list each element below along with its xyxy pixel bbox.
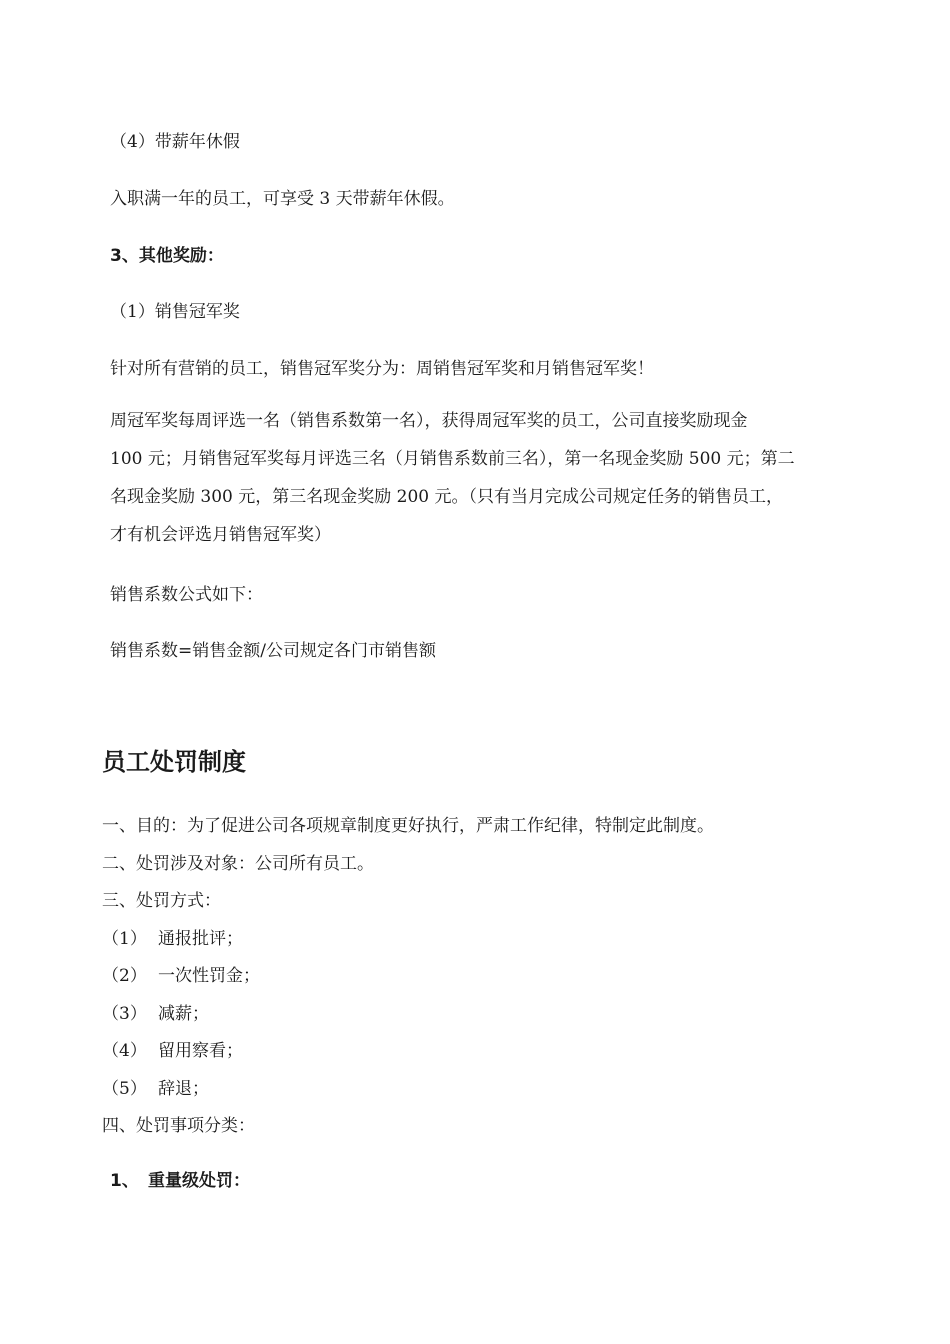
method-text: 一次性罚金； — [158, 966, 260, 986]
method-item — [102, 1033, 714, 1071]
heavy-label: 重量级处罚： — [148, 1171, 250, 1191]
punishment-title: 员工处罚制度 — [102, 748, 246, 776]
leave-item-title: （4）带薪年休假 — [110, 132, 240, 152]
purpose-line: 一、目的：为了促进公司各项规章制度更好执行，严肃工作纪律，特制定此制度。 — [102, 816, 714, 836]
formula-label: 销售系数公式如下： — [110, 585, 263, 605]
method-number: （5） — [102, 1078, 147, 1099]
detail-line: 名现金奖励 300 元，第三名现金奖励 200 元。（只有当月完成公司规定任务的销售员工， — [110, 487, 784, 507]
method-item — [102, 921, 714, 959]
sales-champion-detail — [110, 402, 840, 554]
method-number: （2） — [102, 966, 147, 986]
leave-item-text: 入职满一年的员工，可享受 3 天带薪年休假。 — [110, 189, 455, 209]
method-number: （1） — [102, 928, 147, 949]
method-number: （3） — [102, 1003, 147, 1024]
detail-line: 才有机会评选月销售冠军奖） — [110, 525, 331, 545]
detail-line: 100 元；月销售冠军奖每月评选三名（月销售系数前三名），第一名现金奖励 500 元；第二 — [110, 449, 795, 469]
scope-line: 二、处罚涉及对象：公司所有员工。 — [102, 853, 374, 874]
method-item — [102, 958, 714, 996]
method-item — [102, 996, 714, 1034]
method-text: 辞退； — [158, 1078, 209, 1099]
punishment-list — [102, 808, 714, 1146]
method-text: 减薪； — [158, 1003, 209, 1024]
method-text: 留用察看； — [158, 1041, 243, 1061]
formula-text: 销售系数=销售金额/公司规定各门市销售额 — [110, 641, 436, 661]
other-rewards-heading: 3、其他奖励： — [110, 246, 224, 266]
categories-label: 四、处罚事项分类： — [102, 1116, 255, 1136]
sales-champion-title: （1）销售冠军奖 — [110, 302, 240, 322]
methods-label: 三、处罚方式： — [102, 891, 221, 911]
method-item — [102, 1071, 714, 1109]
heavy-number: 1、 — [110, 1171, 139, 1191]
heavy-punishment-heading — [110, 1166, 250, 1191]
sales-champion-intro: 针对所有营销的员工，销售冠军奖分为：周销售冠军奖和月销售冠军奖！ — [110, 359, 654, 379]
detail-line: 周冠军奖每周评选一名（销售系数第一名），获得周冠军奖的员工，公司直接奖励现金 — [110, 411, 748, 431]
method-number: （4） — [102, 1041, 147, 1061]
method-text: 通报批评； — [158, 928, 243, 949]
